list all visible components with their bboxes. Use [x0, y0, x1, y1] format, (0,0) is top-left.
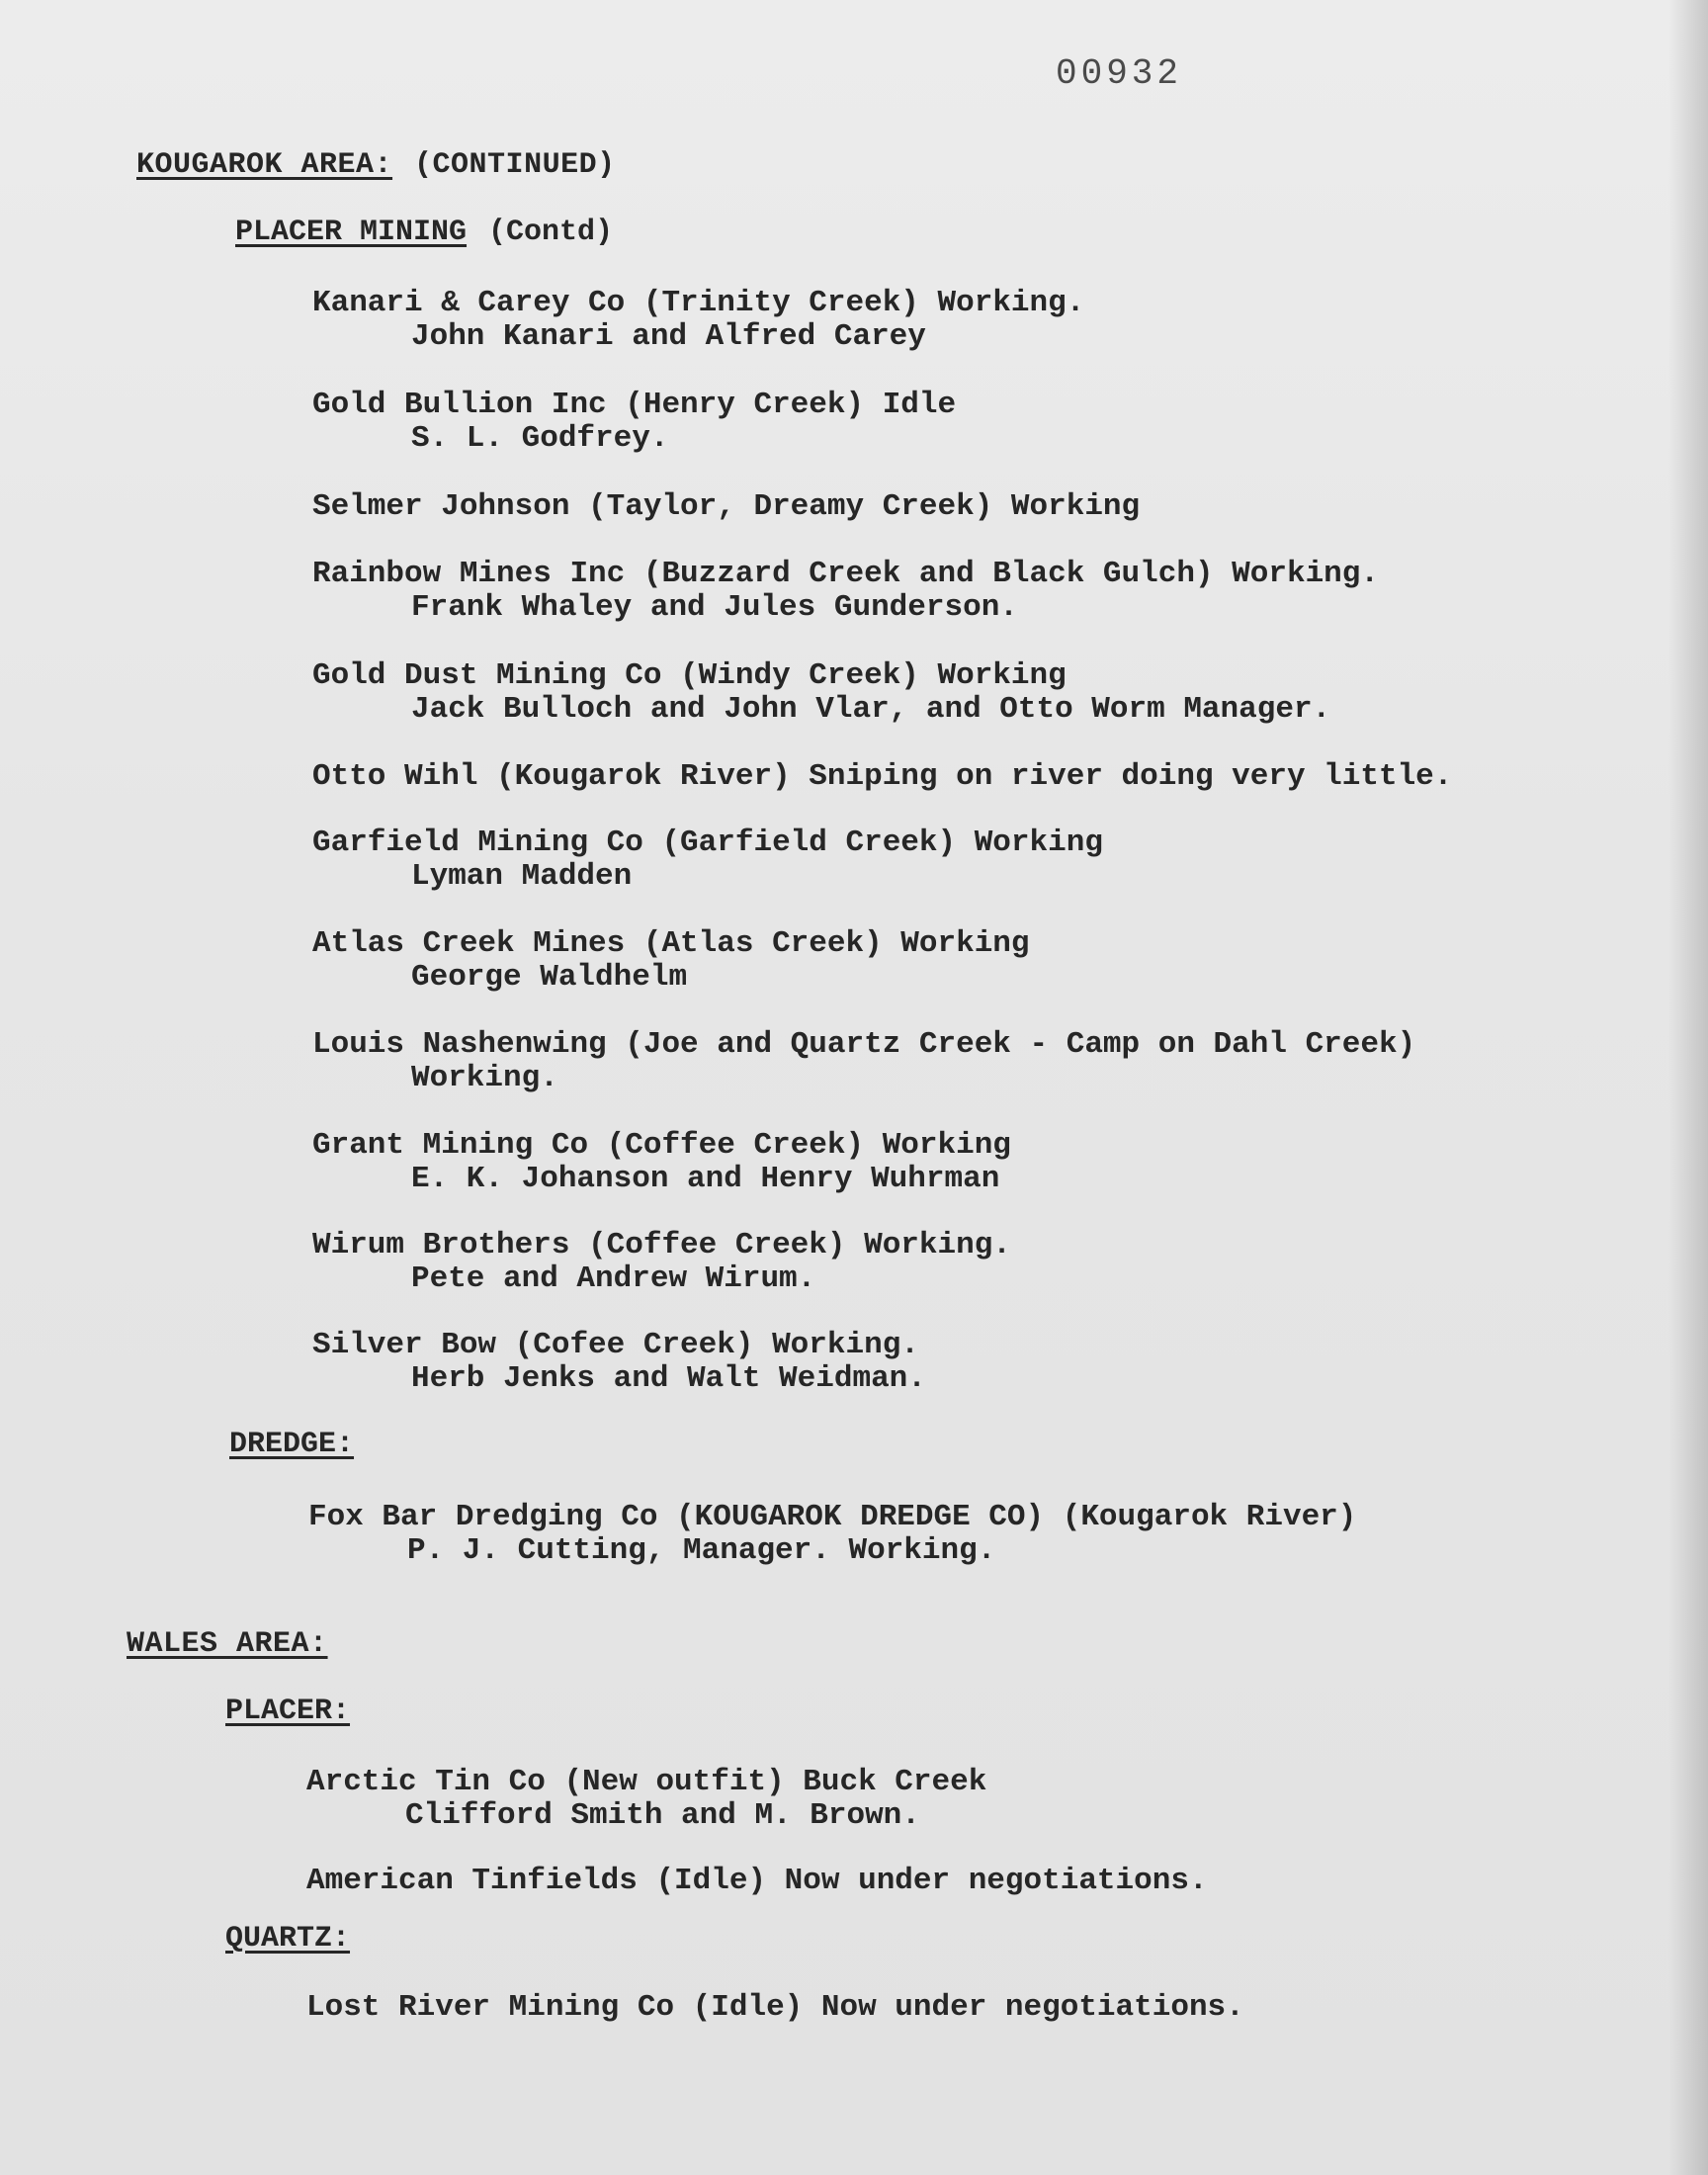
entry-line1: Garfield Mining Co (Garfield Creek) Working	[312, 826, 1103, 860]
wales-area-heading	[127, 1627, 328, 1661]
entry-line1: Gold Bullion Inc (Henry Creek) Idle	[312, 388, 957, 422]
entry-line1: Grant Mining Co (Coffee Creek) Working	[312, 1128, 1011, 1163]
entry-line2: John Kanari and Alfred Carey	[411, 319, 926, 354]
quartz-entry	[306, 1991, 1244, 2025]
entry-line1: Gold Dust Mining Co (Windy Creek) Working	[312, 658, 1067, 693]
kougarok-area-suffix: (CONTINUED)	[414, 148, 616, 182]
wales-placer-entry	[306, 1865, 1208, 1898]
placer-entry	[312, 287, 1084, 354]
placer-entry	[312, 558, 1379, 625]
entry-line2: Pete and Andrew Wirum.	[411, 1262, 816, 1296]
placer-entry	[312, 826, 1103, 894]
placer-entry	[312, 389, 956, 456]
entry-line1: Louis Nashenwing (Joe and Quartz Creek - Camp on Dahl Creek)	[312, 1027, 1416, 1062]
placer-mining-title: PLACER MINING	[235, 216, 468, 249]
entry-line1: Fox Bar Dredging Co (KOUGAROK DREDGE CO) (Kougarok River)	[308, 1500, 1357, 1534]
placer-entry	[312, 490, 1140, 524]
entry-line1: Otto Wihl (Kougarok River) Sniping on river doing very little.	[312, 759, 1453, 794]
entry-line2: E. K. Johanson and Henry Wuhrman	[411, 1162, 1000, 1196]
placer-entry	[312, 1329, 926, 1396]
entry-line1: Arctic Tin Co (New outfit) Buck Creek	[306, 1765, 987, 1799]
entry-line2: Frank Whaley and Jules Gunderson.	[411, 590, 1018, 625]
placer-entry	[312, 927, 1030, 995]
entry-line1: American Tinfields (Idle) Now under negotiations.	[306, 1864, 1208, 1898]
entry-line2: P. J. Cutting, Manager. Working.	[407, 1533, 996, 1568]
placer-entry	[312, 1229, 1011, 1296]
dredge-heading	[229, 1428, 354, 1461]
wales-area-title: WALES AREA:	[127, 1627, 328, 1661]
placer-entry	[312, 1028, 1415, 1095]
wales-placer-entry	[306, 1766, 986, 1833]
quartz-title: QUARTZ:	[225, 1922, 351, 1956]
placer-entry	[312, 1129, 1011, 1196]
placer-entry	[312, 760, 1452, 794]
wales-placer-heading	[225, 1695, 350, 1728]
dredge-title: DREDGE:	[229, 1428, 355, 1461]
entry-line1: Lost River Mining Co (Idle) Now under negotiations.	[306, 1990, 1244, 2025]
entry-line1: Silver Bow (Cofee Creek) Working.	[312, 1328, 919, 1362]
entry-line2: Lyman Madden	[411, 859, 633, 894]
entry-line1: Rainbow Mines Inc (Buzzard Creek and Black Gulch) Working.	[312, 557, 1379, 591]
entry-line1: Kanari & Carey Co (Trinity Creek) Working.	[312, 286, 1085, 320]
kougarok-area-title: KOUGAROK AREA:	[136, 148, 393, 182]
wales-placer-title: PLACER:	[225, 1695, 351, 1728]
entry-line1: Selmer Johnson (Taylor, Dreamy Creek) Working	[312, 489, 1141, 524]
dredge-entry	[308, 1501, 1356, 1568]
placer-mining-heading	[235, 216, 613, 249]
entry-line2: Jack Bulloch and John Vlar, and Otto Worm Manager.	[411, 692, 1331, 727]
entry-line2: George Waldhelm	[411, 960, 688, 995]
quartz-heading	[225, 1922, 350, 1956]
entry-line2: Clifford Smith and M. Brown.	[405, 1798, 920, 1833]
placer-mining-suffix: (Contd)	[488, 216, 614, 249]
kougarok-area-heading	[136, 148, 616, 182]
entry-line1: Atlas Creek Mines (Atlas Creek) Working	[312, 926, 1030, 961]
entry-line2: Working.	[411, 1061, 558, 1095]
document-number: ⁠00932	[1056, 53, 1183, 94]
placer-entry	[312, 659, 1330, 727]
entry-line2: Herb Jenks and Walt Weidman.	[411, 1361, 926, 1396]
entry-line1: Wirum Brothers (Coffee Creek) Working.	[312, 1228, 1011, 1262]
entry-line2: S. L. Godfrey.	[411, 421, 669, 456]
